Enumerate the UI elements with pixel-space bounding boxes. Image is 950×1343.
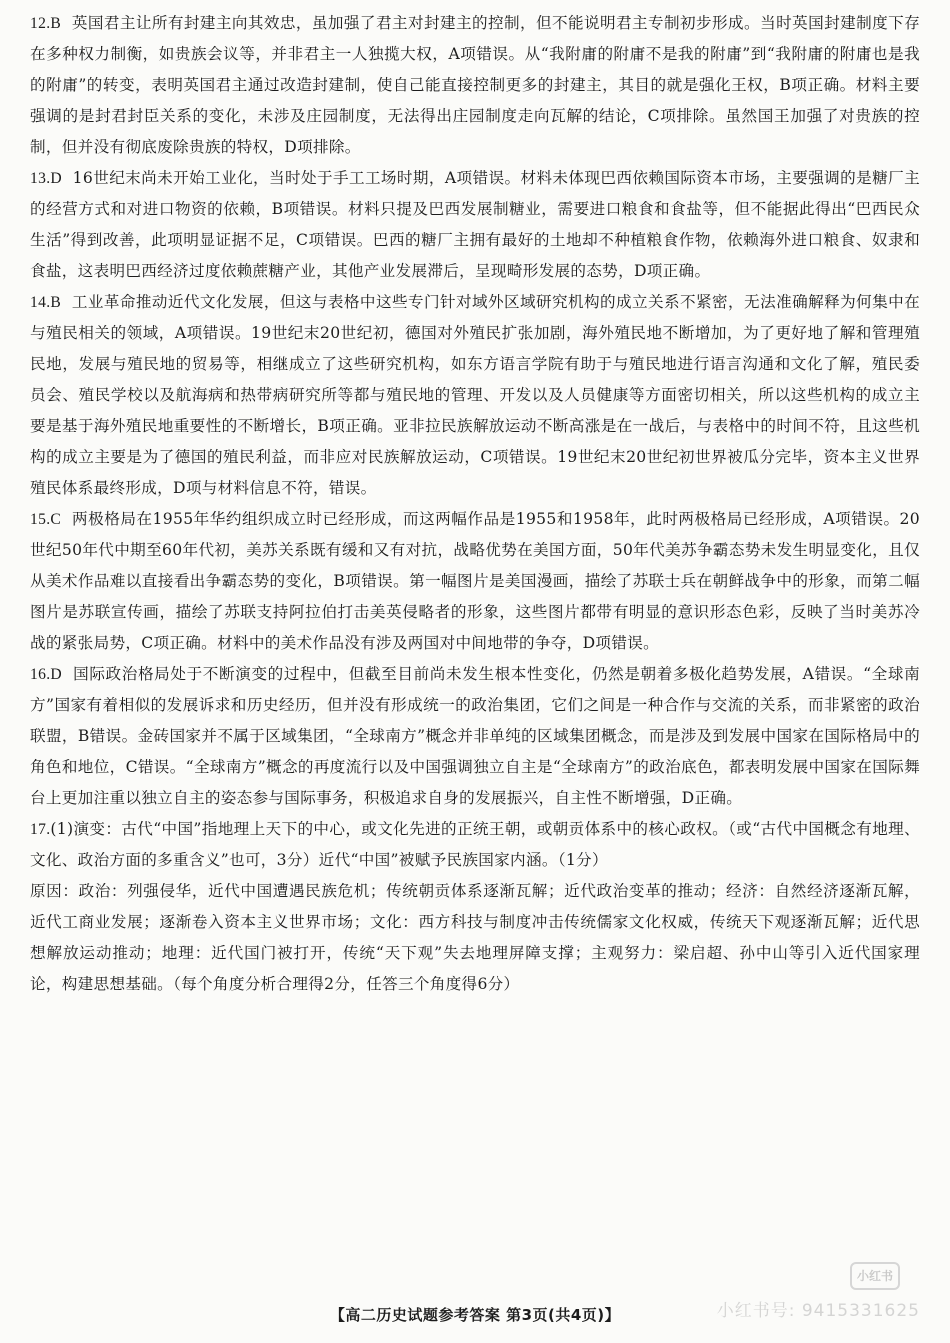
answer-17-reasons (30, 876, 920, 1000)
answer-text: (1)演变：古代“中国”指地理上天下的中心，或文化先进的正统王朝，或朝贡体系中的核心政权。（或“古代中国概念有地理、文化、政治方面的多重含义”也可，3分）近代“中国”被赋予民族国家内涵。（1分） (30, 820, 920, 869)
answer-14 (30, 287, 920, 504)
answer-number: 16.D (30, 666, 62, 683)
answer-16 (30, 659, 920, 814)
answer-15 (30, 504, 920, 659)
answer-text: 16世纪末尚未开始工业化，当时处于手工工场时期，A项错误。材料未体现巴西依赖国际资本市场，主要强调的是糖厂主的经营方式和对进口物资的依赖，B项错误。材料只提及巴西发展制糖业，需要进口粮食和食盐等，但不能据此得出“巴西民众生活”得到改善，此项明显证据不足，C项错误。巴西的糖厂主拥有最好的土地却不种植粮食作物，依赖海外进口粮食、奴隶和食盐，这表明巴西经济过度依赖蔗糖产业，其他产业发展滞后，呈现畸形发展的态势，D项正确。 (30, 169, 920, 280)
answer-text: 国际政治格局处于不断演变的过程中，但截至目前尚未发生根本性变化，仍然是朝着多极化趋势发展，A错误。“全球南方”国家有着相似的发展诉求和历史经历，但并没有形成统一的政治集团，它们之间是一种合作与交流的关系，而非紧密的政治联盟，B错误。金砖国家并不属于区域集团，“全球南方”概念并非单纯的区域集团概念，而是涉及到发展中国家在国际格局中的角色和地位，C错误。“全球南方”概念的再度流行以及中国强调独立自主是“全球南方”的政治底色，都表明发展中国家在国际舞台上更加注重以独立自主的姿态参与国际事务，积极追求自身的发展振兴，自主性不断增强，D正确。 (30, 665, 921, 807)
answer-12 (30, 8, 920, 163)
answer-number: 15.C (30, 511, 62, 528)
answer-number: 14.B (30, 294, 62, 311)
answer-number: 17. (30, 821, 51, 838)
answer-13 (30, 163, 920, 287)
answer-text: 两极格局在1955年华约组织成立时已经形成，而这两幅作品是1955和1958年，此时两极格局已经形成，A项错误。20世纪50年代中期至60年代初，美苏关系既有缓和又有对抗，战略优势在美国方面，50年代美苏争霸态势未发生明显变化，且仅从美术作品难以直接看出争霸态势的变化，B项错误。第一幅图片是美国漫画，描绘了苏联士兵在朝鲜战争中的形象，而第二幅图片是苏联宣传画，描绘了苏联支持阿拉伯打击美英侵略者的形象，这些图片都带有明显的意识形态色彩，反映了当时美苏冷战的紧张局势，C项正确。材料中的美术作品没有涉及两国对中间地带的争夺，D项错误。 (30, 510, 920, 652)
page-footer: 【高二历史试题参考答案 第3页(共4页)】 (329, 1306, 621, 1324)
answer-text: 原因：政治：列强侵华，近代中国遭遇民族危机；传统朝贡体系逐渐瓦解；近代政治变革的推动；经济：自然经济逐渐瓦解，近代工商业发展；逐渐卷入资本主义世界市场；文化：西方科技与制度冲击传统儒家文化权威，传统天下观逐渐瓦解；近代思想解放运动推动；地理：近代国门被打开，传统“天下观”失去地理屏障支撑；主观努力：梁启超、孙中山等引入近代国家理论，构建思想基础。（每个角度分析合理得2分，任答三个角度得6分） (30, 882, 920, 993)
watermark-logo: 小红书 (850, 1262, 900, 1290)
answer-number: 13.D (30, 170, 62, 187)
answer-list (30, 8, 920, 1000)
answer-17-part1 (30, 814, 920, 876)
answer-text: 英国君主让所有封建主向其效忠，虽加强了君主对封建主的控制，但不能说明君主专制初步形成。当时英国封建制度下存在多种权力制衡，如贵族会议等，并非君主一人独揽大权，A项错误。从“我附庸的附庸不是我的附庸”到“我附庸的附庸也是我的附庸”的转变，表明英国君主通过改造封建制，使自己能直接控制更多的封建主，其目的就是强化王权，B项正确。材料主要强调的是封君封臣关系的变化，未涉及庄园制度，无法得出庄园制度走向瓦解的结论，C项排除。虽然国王加强了对贵族的控制，但并没有彻底废除贵族的特权，D项排除。 (30, 14, 921, 156)
answer-text: 工业革命推动近代文化发展，但这与表格中这些专门针对域外区域研究机构的成立关系不紧密，无法准确解释为何集中在与殖民相关的领域，A项错误。19世纪末20世纪初，德国对外殖民扩张加剧，海外殖民地不断增加，为了更好地了解和管理殖民地，发展与殖民地的贸易等，相继成立了这些研究机构，如东方语言学院有助于与殖民地进行语言沟通和文化了解，殖民委员会、殖民学校以及航海病和热带病研究所等都与殖民地的管理、开发以及人员健康等方面密切相关，所以这些机构的成立主要是基于海外殖民地重要性的不断增长，B项正确。亚非拉民族解放运动不断高涨是在一战后，与表格中的时间不符，且这些机构的成立主要是为了德国的殖民利益，而非应对民族解放运动，C项错误。19世纪末20世纪初世界被瓜分完毕，资本主义世界殖民体系最终形成，D项与材料信息不符，错误。 (30, 293, 921, 497)
watermark: 小红书号: 9415331625 (716, 1301, 920, 1321)
answer-number: 12.B (30, 15, 62, 32)
